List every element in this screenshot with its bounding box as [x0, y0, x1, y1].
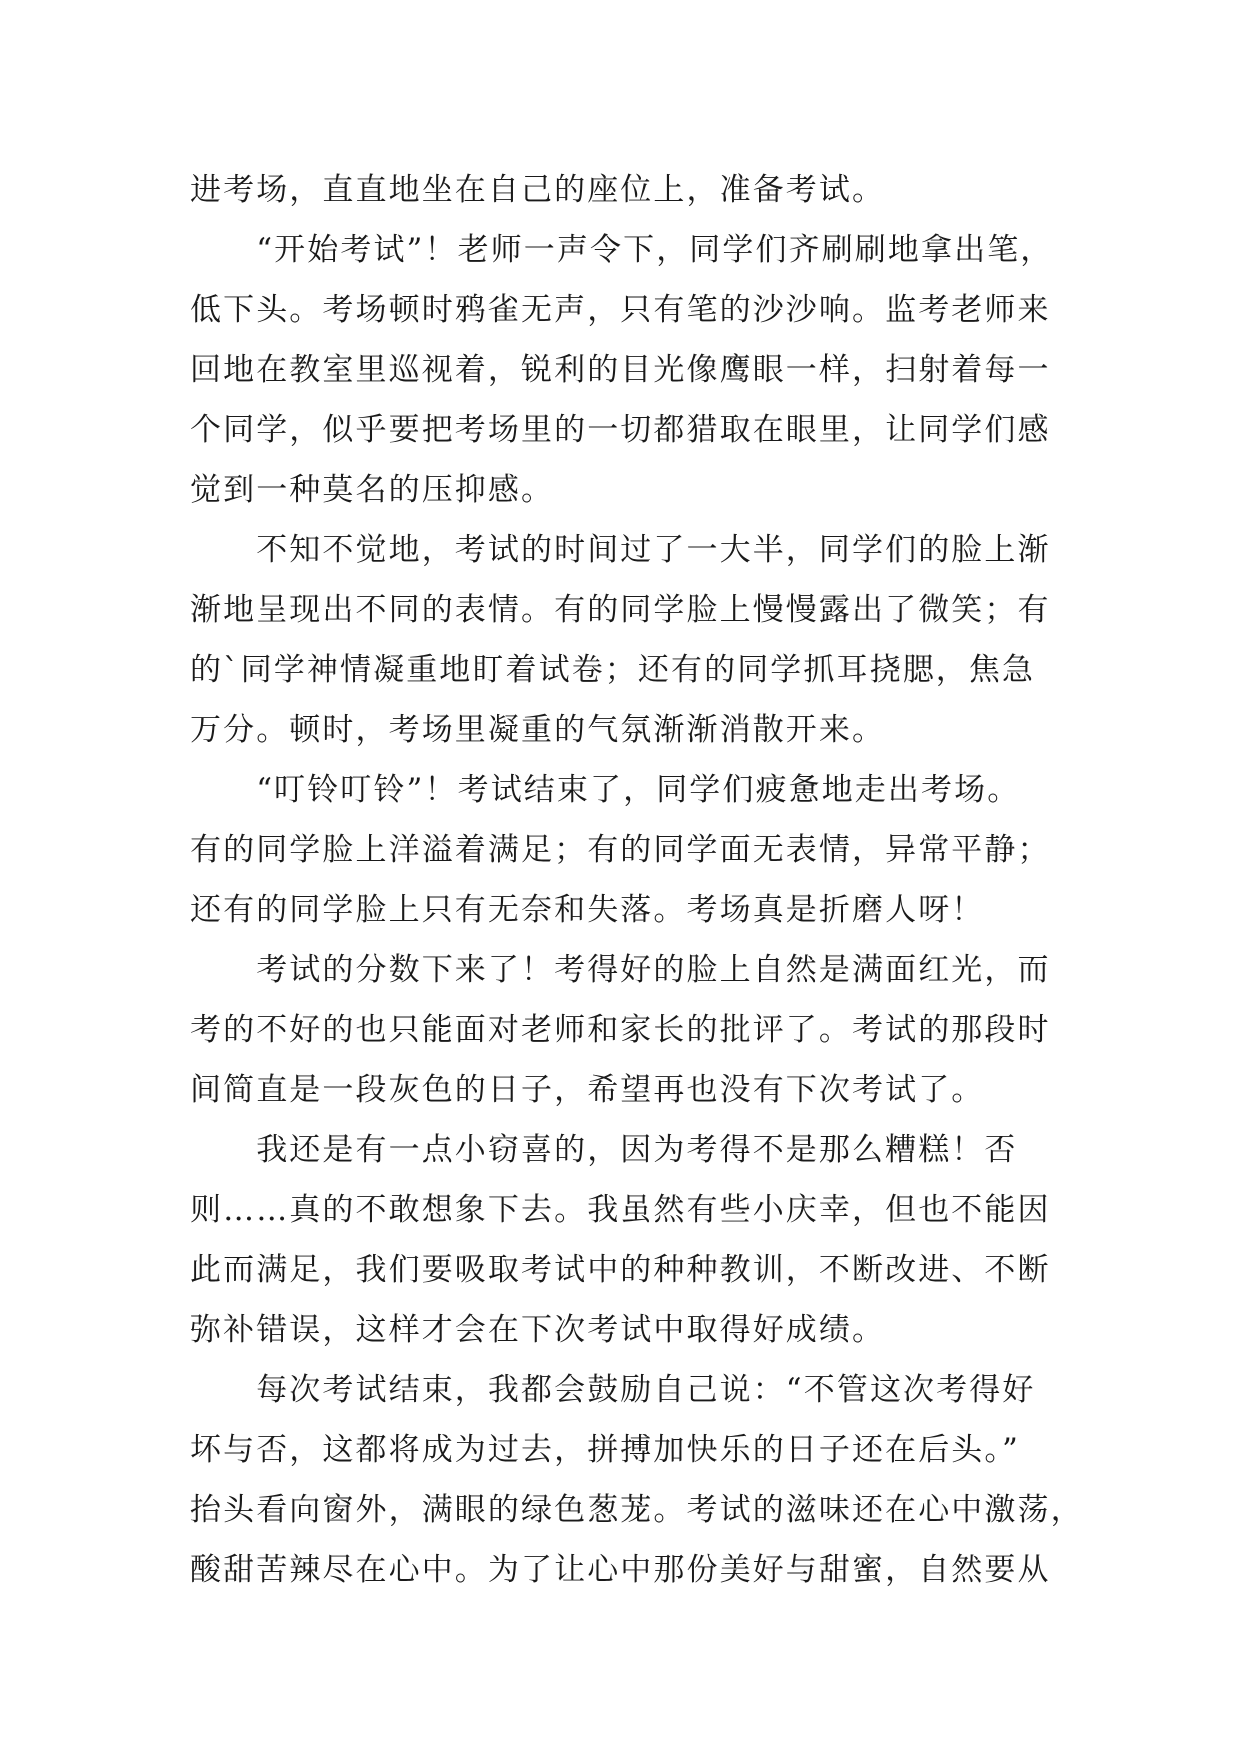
text-line: “叮铃叮铃”！考试结束了，同学们疲惫地走出考场。 — [190, 772, 1021, 808]
text-line: 我还是有一点小窃喜的，因为考得不是那么糟糕！否 — [190, 1132, 1018, 1168]
text-line: 此而满足，我们要吸取考试中的种种教训，不断改进、不断 — [190, 1252, 1051, 1288]
text-line: “开始考试”！老师一声令下，同学们齐刷刷地拿出笔， — [190, 232, 1054, 268]
text-line: 进考场，直直地坐在自己的座位上，准备考试。 — [190, 172, 886, 208]
text-line: 考的不好的也只能面对老师和家长的批评了。考试的那段时 — [190, 1012, 1051, 1048]
text-line: 考试的分数下来了！考得好的脸上自然是满面红光，而 — [190, 952, 1051, 988]
text-line: 弥补错误，这样才会在下次考试中取得好成绩。 — [190, 1312, 886, 1348]
text-line: 渐地呈现出不同的表情。有的同学脸上慢慢露出了微笑；有 — [190, 592, 1051, 628]
text-line: 万分。顿时，考场里凝重的气氛渐渐消散开来。 — [190, 712, 886, 748]
text-line: 间简直是一段灰色的日子，希望再也没有下次考试了。 — [190, 1072, 985, 1108]
essay-body — [190, 160, 1084, 1600]
text-line: 不知不觉地，考试的时间过了一大半，同学们的脸上渐 — [190, 532, 1051, 568]
text-line: 抬头看向窗外，满眼的绿色葱茏。考试的滋味还在心中激荡， — [190, 1492, 1084, 1528]
text-line: 酸甜苦辣尽在心中。为了让心中那份美好与甜蜜，自然要从 — [190, 1552, 1051, 1588]
text-line: 回地在教室里巡视着，锐利的目光像鹰眼一样，扫射着每一 — [190, 352, 1051, 388]
text-line: 每次考试结束，我都会鼓励自己说：“不管这次考得好 — [190, 1372, 1036, 1408]
text-line: 坏与否，这都将成为过去，拼搏加快乐的日子还在后头。” — [190, 1432, 1020, 1468]
text-line: 的`同学神情凝重地盯着试卷；还有的同学抓耳挠腮，焦急 — [190, 652, 1036, 688]
text-line: 则……真的不敢想象下去。我虽然有些小庆幸，但也不能因 — [190, 1192, 1051, 1228]
text-line: 低下头。考场顿时鸦雀无声，只有笔的沙沙响。监考老师来 — [190, 292, 1051, 328]
text-line: 个同学，似乎要把考场里的一切都猎取在眼里，让同学们感 — [190, 412, 1051, 448]
text-line: 觉到一种莫名的压抑感。 — [190, 472, 555, 508]
text-line: 还有的同学脸上只有无奈和失落。考场真是折磨人呀！ — [190, 892, 985, 928]
text-line: 有的同学脸上洋溢着满足；有的同学面无表情，异常平静； — [190, 832, 1051, 868]
